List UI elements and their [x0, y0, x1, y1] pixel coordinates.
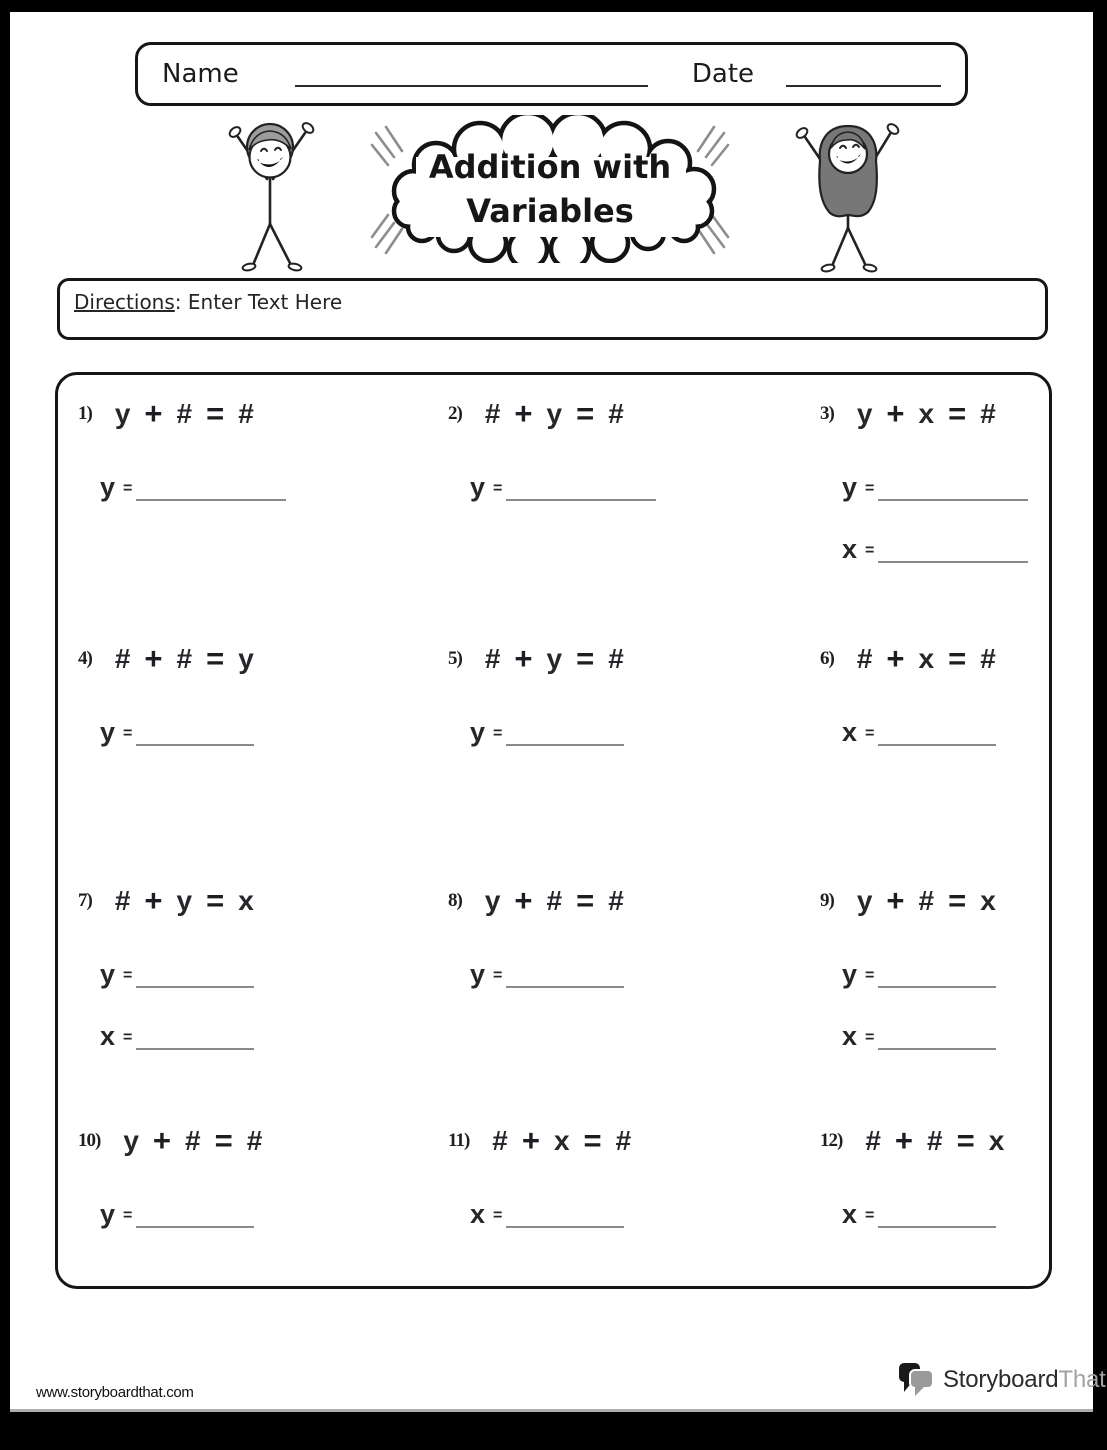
answer-equals: =	[493, 967, 503, 984]
equation-token: #	[246, 1125, 263, 1156]
equation	[78, 883, 428, 919]
equation	[820, 641, 1049, 677]
directions-placeholder-text[interactable]: Enter Text Here	[187, 290, 343, 314]
equation-token: #	[176, 643, 193, 674]
answer-blank[interactable]	[878, 557, 1028, 563]
answer-equals: =	[865, 542, 875, 559]
equation-token: #	[238, 398, 254, 429]
problem-number: 12)	[820, 1130, 843, 1151]
problem-number: 9)	[820, 890, 834, 911]
speech-bubbles-icon	[898, 1362, 936, 1397]
answer-blank[interactable]	[506, 495, 656, 501]
equation-token: #	[980, 643, 996, 674]
answer-blank[interactable]	[878, 982, 996, 988]
equation-token: =	[583, 1123, 602, 1158]
answer-blank[interactable]	[506, 740, 624, 746]
date-input-line[interactable]	[786, 61, 941, 87]
equation-token: x	[980, 885, 996, 916]
answer-line-x	[820, 1012, 1049, 1050]
equation-token: x	[918, 643, 935, 674]
equation-token: #	[615, 1125, 632, 1156]
equation-token: =	[948, 396, 967, 431]
problem-11	[428, 1102, 800, 1286]
equation-token: y	[176, 885, 193, 916]
problem-number: 4)	[78, 648, 92, 669]
equation-token: =	[948, 641, 967, 676]
problem-4	[58, 620, 428, 862]
answer-blank[interactable]	[136, 1222, 254, 1228]
equation-token: #	[546, 885, 563, 916]
answer-blank[interactable]	[878, 1044, 996, 1050]
equation-token: +	[886, 641, 905, 676]
equation-token: #	[865, 1125, 881, 1156]
logo-text	[943, 1366, 1106, 1394]
equation-token: +	[144, 883, 163, 918]
answer-variable: x	[842, 1199, 858, 1229]
footer-url: www.storyboardthat.com	[36, 1384, 194, 1401]
equation-token: y	[546, 643, 563, 674]
logo-that: That	[1058, 1365, 1106, 1393]
equation-token: =	[576, 641, 595, 676]
answer-line-y	[78, 708, 428, 746]
equation-token: y	[238, 643, 254, 674]
problem-number: 8)	[448, 890, 462, 911]
equation-token: #	[114, 643, 131, 674]
stick-figure-girl	[789, 116, 907, 274]
equation-token: y	[114, 398, 131, 429]
answer-variable: x	[470, 1199, 486, 1229]
problem-number: 5)	[448, 648, 462, 669]
equation-token: #	[608, 643, 624, 674]
answer-variable: y	[470, 472, 486, 502]
equation	[820, 883, 1049, 919]
equation-token: =	[206, 396, 225, 431]
equation-token: #	[918, 885, 935, 916]
problem-12	[800, 1102, 1049, 1286]
answer-line-y	[820, 463, 1049, 501]
equation-token: y	[546, 398, 563, 429]
equation	[448, 883, 800, 919]
equation-token: x	[988, 1125, 1005, 1156]
equation-token: +	[894, 1123, 914, 1158]
problem-number: 2)	[448, 403, 462, 424]
equation-token: #	[114, 885, 131, 916]
equation	[820, 396, 1049, 432]
equation	[78, 396, 428, 432]
equation-token: =	[576, 396, 595, 431]
answer-line-x	[820, 1190, 1049, 1228]
worksheet-page	[10, 12, 1106, 1412]
problem-1	[58, 375, 428, 620]
answer-blank[interactable]	[136, 982, 254, 988]
answer-blank[interactable]	[136, 740, 254, 746]
equation-token: #	[484, 398, 501, 429]
equation-token: +	[144, 396, 163, 431]
answer-blank[interactable]	[136, 495, 286, 501]
equation-token: x	[238, 885, 254, 916]
answer-equals: =	[123, 967, 133, 984]
answer-blank[interactable]	[878, 740, 996, 746]
answer-line-y	[448, 950, 800, 988]
answer-line-y	[78, 950, 428, 988]
equation-token: #	[856, 643, 873, 674]
equation-token: +	[886, 396, 905, 431]
directions-box	[57, 278, 1048, 340]
answer-blank[interactable]	[878, 495, 1028, 501]
problem-number: 1)	[78, 403, 92, 424]
answer-variable: y	[842, 472, 858, 502]
problem-number: 3)	[820, 403, 834, 424]
storyboardthat-logo	[898, 1362, 1106, 1397]
equation-token: #	[927, 1125, 943, 1156]
answer-equals: =	[865, 967, 875, 984]
answer-blank[interactable]	[878, 1222, 996, 1228]
answer-equals: =	[123, 1029, 133, 1046]
problems-grid	[55, 372, 1052, 1289]
answer-equals: =	[493, 1207, 503, 1224]
equation-token: #	[980, 398, 996, 429]
answer-variable: y	[100, 717, 116, 747]
equation-token: =	[206, 641, 225, 676]
answer-equals: =	[865, 480, 875, 497]
answer-line-x	[820, 708, 1049, 746]
problem-number: 7)	[78, 890, 92, 911]
answer-equals: =	[493, 725, 503, 742]
answer-variable: x	[842, 534, 858, 564]
answer-blank[interactable]	[136, 1044, 254, 1050]
answer-line-x	[448, 1190, 800, 1228]
equation	[448, 1123, 800, 1159]
problem-6	[800, 620, 1049, 862]
answer-blank[interactable]	[506, 1222, 624, 1228]
date-label: Date	[691, 59, 755, 89]
answer-equals: =	[123, 480, 133, 497]
answer-equals: =	[123, 1207, 133, 1224]
answer-variable: y	[470, 959, 486, 989]
equation	[78, 641, 428, 677]
answer-line-x	[820, 525, 1049, 563]
answer-equals: =	[865, 1029, 875, 1046]
equation-token: +	[144, 641, 163, 676]
directions-label: Directions	[74, 290, 175, 314]
equation-token: y	[856, 398, 873, 429]
equation-token: =	[956, 1123, 975, 1158]
answer-equals: =	[493, 480, 503, 497]
problem-5	[428, 620, 800, 862]
answer-line-y	[820, 950, 1049, 988]
name-input-line[interactable]	[295, 61, 648, 87]
equation-token: x	[918, 398, 935, 429]
name-label: Name	[162, 59, 239, 89]
equation-token: y	[123, 1125, 139, 1156]
equation-token: #	[608, 885, 624, 916]
equation-token: +	[521, 1123, 540, 1158]
equation-token: y	[856, 885, 873, 916]
answer-line-y	[78, 463, 428, 501]
equation-token: +	[514, 396, 533, 431]
answer-variable: y	[100, 959, 116, 989]
equation-token: #	[484, 643, 501, 674]
equation-token: +	[514, 883, 533, 918]
equation-token: =	[948, 883, 967, 918]
equation-token: +	[886, 883, 905, 918]
equation	[820, 1123, 1049, 1159]
equation-token: +	[152, 1123, 172, 1158]
answer-line-y	[78, 1190, 428, 1228]
answer-line-y	[448, 463, 800, 501]
equation-token: +	[514, 641, 533, 676]
answer-equals: =	[865, 1207, 875, 1224]
equation-token: #	[185, 1125, 201, 1156]
equation	[448, 641, 800, 677]
problem-number: 11)	[448, 1130, 470, 1151]
problem-8	[428, 862, 800, 1102]
equation-token: =	[214, 1123, 233, 1158]
stick-figure-boy	[212, 116, 330, 274]
logo-storyboard: Storyboard	[943, 1365, 1059, 1393]
worksheet-title	[368, 115, 732, 263]
equation-token: =	[206, 883, 225, 918]
equation-token: #	[608, 398, 624, 429]
answer-blank[interactable]	[506, 982, 624, 988]
answer-equals: =	[865, 725, 875, 742]
equation-token: #	[492, 1125, 508, 1156]
problem-10	[58, 1102, 428, 1286]
equation-token: x	[553, 1125, 570, 1156]
answer-variable: x	[100, 1021, 116, 1051]
answer-variable: y	[100, 472, 116, 502]
name-date-box	[135, 42, 968, 106]
equation-token: y	[484, 885, 501, 916]
problem-3	[800, 375, 1049, 620]
answer-variable: y	[842, 959, 858, 989]
equation-token: #	[176, 398, 193, 429]
problem-number: 10)	[78, 1130, 101, 1151]
answer-line-x	[78, 1012, 428, 1050]
answer-variable: x	[842, 1021, 858, 1051]
title-line-2: Variables	[466, 192, 634, 230]
equation	[78, 1123, 428, 1159]
answer-equals: =	[123, 725, 133, 742]
problem-2	[428, 375, 800, 620]
answer-variable: y	[100, 1199, 116, 1229]
answer-variable: x	[842, 717, 858, 747]
directions-separator: :	[174, 290, 188, 314]
equation-token: =	[576, 883, 595, 918]
equation	[448, 396, 800, 432]
title-cloud	[368, 115, 732, 263]
answer-line-y	[448, 708, 800, 746]
problem-7	[58, 862, 428, 1102]
title-line-1: Addition with	[428, 147, 672, 186]
answer-variable: y	[470, 717, 486, 747]
problem-number: 6)	[820, 648, 834, 669]
problem-9	[800, 862, 1049, 1102]
